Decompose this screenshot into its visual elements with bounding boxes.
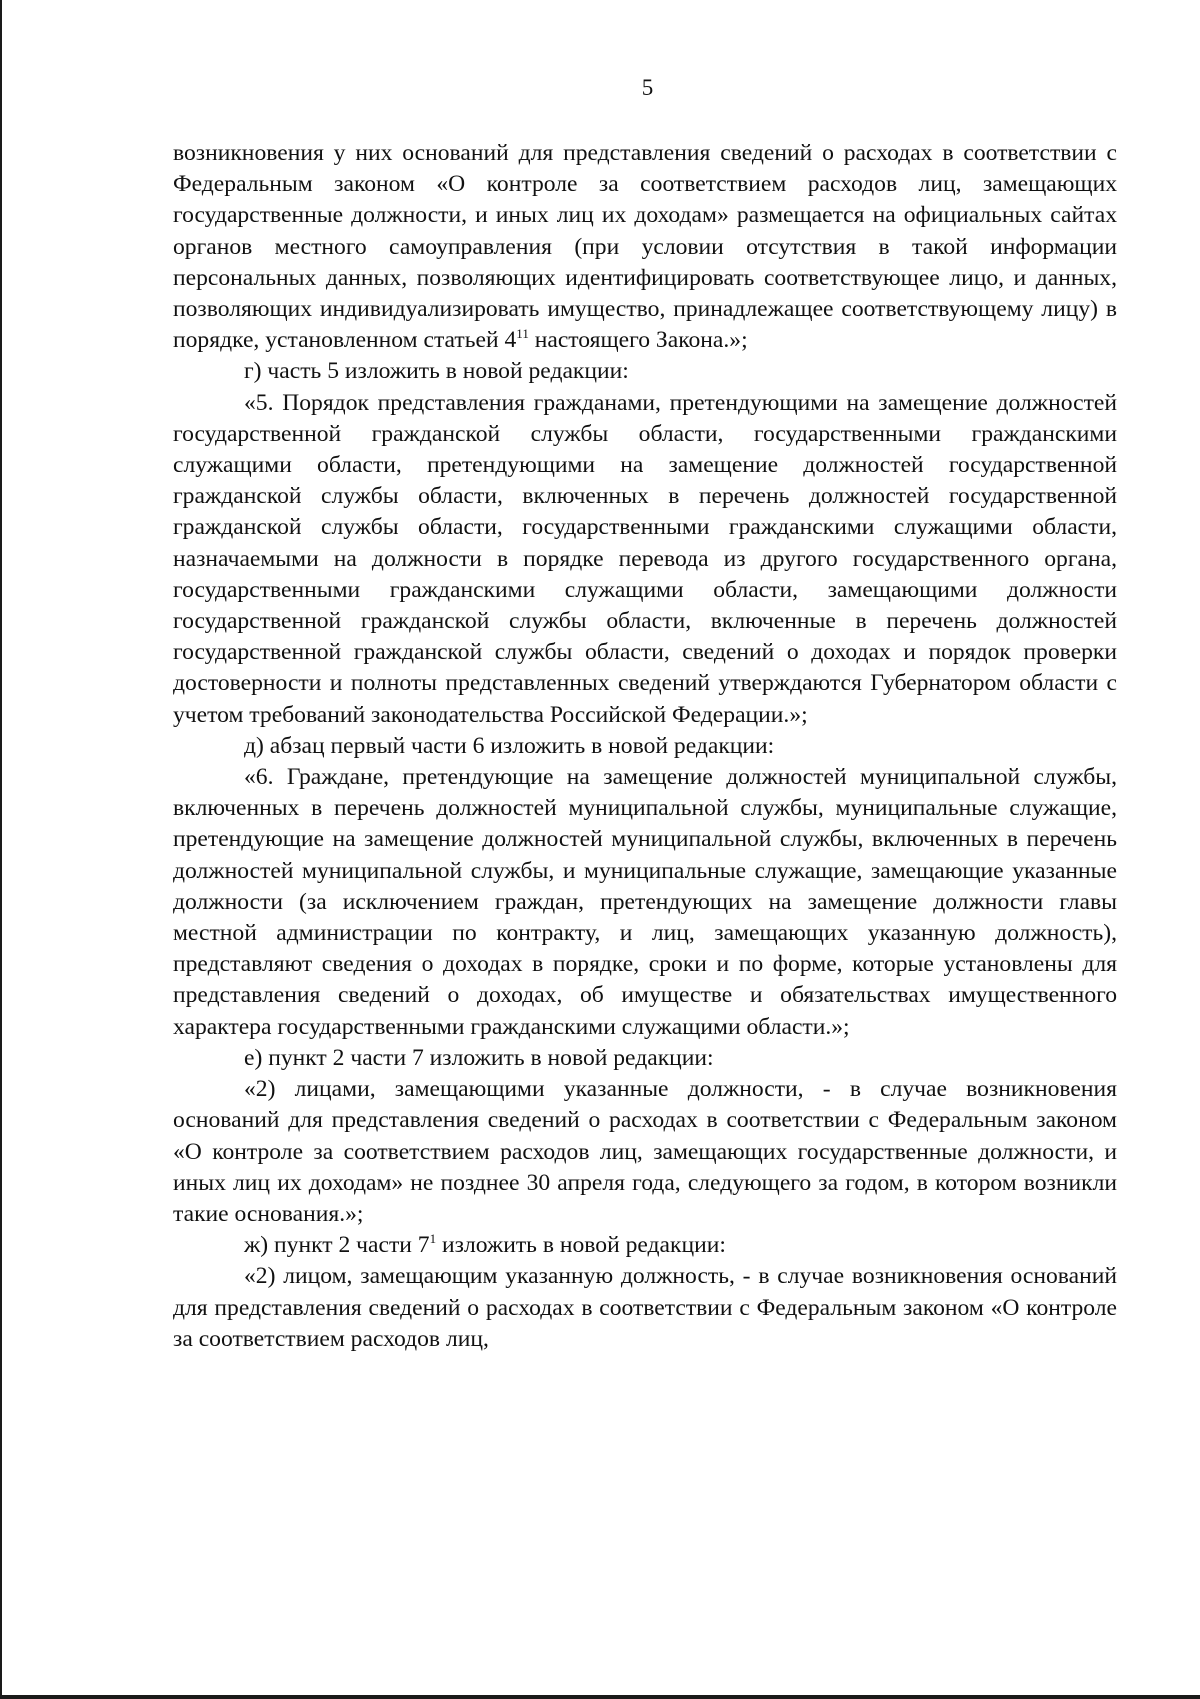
paragraph-text-after: изложить в новой редакции: [436, 1232, 726, 1259]
paragraph-item-2 [173, 1074, 1117, 1230]
paragraph-text-after: настоящего Закона.»; [528, 327, 748, 354]
paragraph-text: г) часть 5 изложить в новой редакции: [244, 358, 629, 385]
paragraph-clause-zh [173, 1230, 1117, 1261]
scan-edge-left [0, 0, 2, 1699]
paragraph-clause-g [173, 356, 1117, 387]
paragraph-item-2-person [173, 1261, 1117, 1355]
paragraph-text: ж) пункт 2 части 7 [244, 1232, 430, 1259]
paragraph-text: д) абзац первый части 6 изложить в новой редакции: [244, 732, 775, 759]
paragraph-clause-e [173, 1043, 1117, 1074]
document-body [173, 138, 1117, 1355]
superscript: 1 [429, 1231, 437, 1247]
paragraph-clause-d [173, 731, 1117, 762]
superscript: 11 [516, 326, 529, 342]
paragraph-text: «2) лицами, замещающими указанные должности, - в случае возникновения оснований для представления сведений о расходах в соответствии с Федеральным законом «О контроле за соответствием расходов лиц, замещающих государственные должности, и иных лиц их доходам» не позднее 30 апреля года, следующего за годом, в котором возникли такие основания.»; [173, 1076, 1117, 1227]
paragraph-part-5 [173, 388, 1117, 731]
page-number: 5 [641, 75, 654, 100]
paragraph-text: е) пункт 2 части 7 изложить в новой редакции: [244, 1044, 714, 1071]
paragraph-text: «6. Граждане, претендующие на замещение должностей муниципальной службы, включенных в перечень должностей муниципальной службы, муниципальные служащие, претендующие на замещение должностей муниципальной службы, включенных в перечень должностей муниципальной службы, и муниципальные служащие, замещающие указанные должности (за исключением граждан, претендующих на замещение должности главы местной администрации по контракту, и лиц, замещающих указанную должность), представляют сведения о доходах в порядке, сроки и по форме, которые установлены для представления сведений о доходах, об имуществе и обязательствах имущественного характера государственными гражданскими служащими области.»; [173, 764, 1117, 1040]
scan-edge-bottom [0, 1695, 1200, 1699]
paragraph-text: возникновения у них оснований для представления сведений о расходах в соответствии с Федеральным законом «О контроле за соответствием расходов лиц, замещающих государственные должности, и иных лиц их доходам» размещается на официальных сайтах органов местного самоуправления (при условии отсутствия в такой информации персональных данных, позволяющих идентифицировать соответствующее лицо, и данных, позволяющих индивидуализировать имущество, принадлежащее соответствующему лицу) в порядке, установленном статьей 4 [173, 140, 1117, 354]
paragraph-part-6 [173, 762, 1117, 1043]
paragraph-text: «2) лицом, замещающим указанную должность, - в случае возникновения оснований для представления сведений о расходах в соответствии с Федеральным законом «О контроле за соответствием расходов лиц, [173, 1263, 1117, 1352]
paragraph-text: «5. Порядок представления гражданами, претендующими на замещение должностей государственной гражданской службы области, государственными гражданскими служащими области, претендующими на замещение должностей государственной гражданской службы области, включенных в перечень должностей государственной гражданской службы области, государственными гражданскими служащими области, назначаемыми на должности в порядке перевода из другого государственного органа, государственными гражданскими служащими области, замещающими должности государственной гражданской службы области, включенные в перечень должностей государственной гражданской службы области, сведений о доходах и порядок проверки достоверности и полноты представленных сведений утверждаются Губернатором области с учетом требований законодательства Российской Федерации.»; [173, 389, 1117, 728]
paragraph-continuation [173, 138, 1117, 356]
